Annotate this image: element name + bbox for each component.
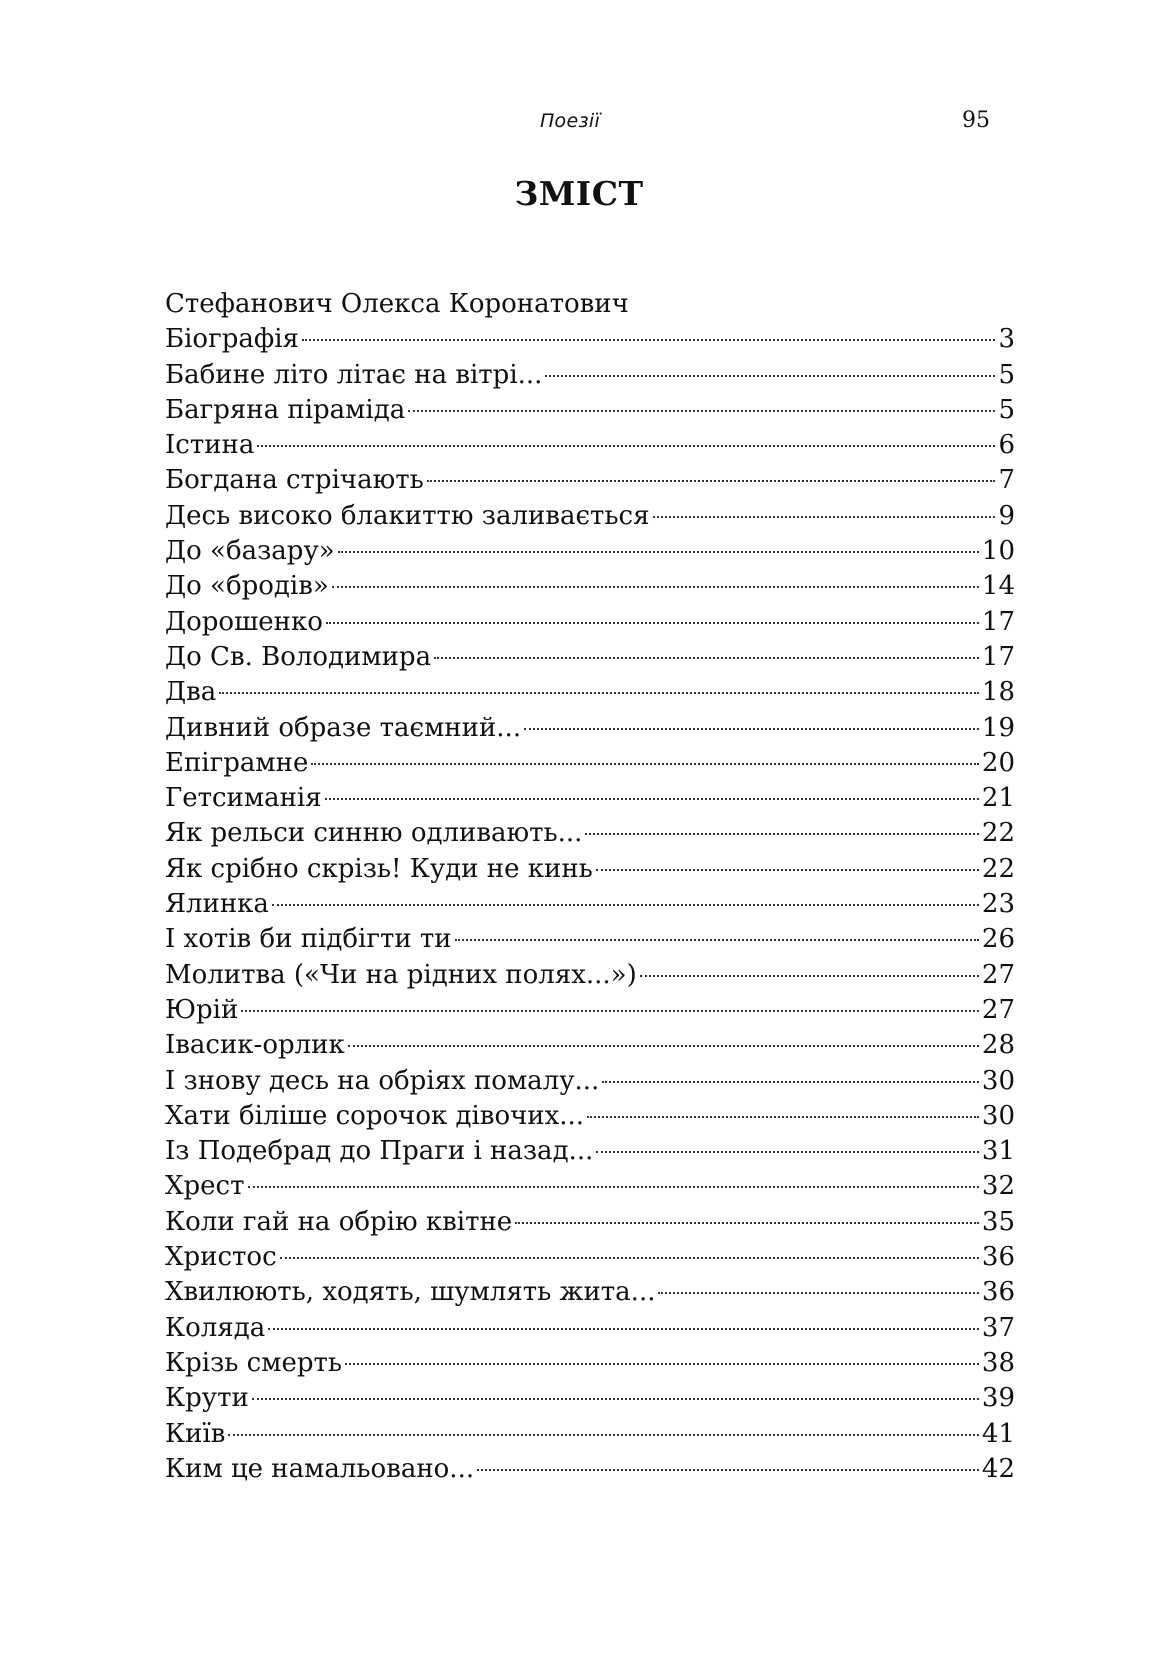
toc-entry <box>165 1381 1015 1416</box>
toc-entries <box>165 322 1015 1487</box>
toc-entry-page: 30 <box>981 1065 1015 1096</box>
toc-entry-page: 35 <box>981 1206 1015 1237</box>
toc-entry-title: Дорошенко <box>165 606 323 637</box>
toc-entry-page: 10 <box>981 536 1015 567</box>
toc-entry-page: 42 <box>981 1453 1015 1484</box>
toc-entry <box>165 711 1015 746</box>
toc-dot-leader <box>596 1151 979 1153</box>
toc-entry <box>165 1240 1015 1275</box>
toc-entry <box>165 393 1015 428</box>
toc-entry <box>165 428 1015 463</box>
toc-entry-page: 7 <box>998 465 1015 496</box>
toc-dot-leader <box>434 657 979 659</box>
toc-dot-leader <box>326 622 979 624</box>
toc-entry-title: Два <box>165 677 217 708</box>
toc-entry-title: І хотів би підбігти ти <box>165 924 452 955</box>
toc-entry-page: 38 <box>981 1347 1015 1378</box>
toc-entry-title: Юрій <box>165 994 239 1025</box>
toc-entry-title: Багряна піраміда <box>165 394 406 425</box>
toc-dot-leader <box>268 1328 979 1330</box>
toc-dot-leader <box>596 869 979 871</box>
toc-entry-title: Як срібно скрізь! Куди не кинь <box>165 853 593 884</box>
toc-entry-page: 28 <box>981 1030 1015 1061</box>
toc-entry-page: 18 <box>981 677 1015 708</box>
toc-entry-title: Коли гай на обрію квітне <box>165 1206 513 1237</box>
toc-entry <box>165 1275 1015 1310</box>
toc-entry-title: Епіграмне <box>165 747 309 778</box>
toc-entry-page: 9 <box>998 500 1015 531</box>
running-head-section: Поезії <box>539 110 601 132</box>
toc-dot-leader <box>640 975 979 977</box>
toc-dot-leader <box>602 1081 979 1083</box>
toc-entry <box>165 640 1015 675</box>
toc-entry-title: Десь високо блакиттю заливається <box>165 500 650 531</box>
toc-entry <box>165 605 1015 640</box>
toc-entry-page: 41 <box>981 1418 1015 1449</box>
toc-entry-page: 21 <box>981 783 1015 814</box>
toc-entry-title: Молитва («Чи на рідних полях...») <box>165 959 637 990</box>
toc-entry-title: Івасик-орлик <box>165 1030 345 1061</box>
toc-entry <box>165 1134 1015 1169</box>
toc-entry <box>165 816 1015 851</box>
table-of-contents <box>165 287 1015 1487</box>
toc-dot-leader <box>455 939 979 941</box>
toc-dot-leader <box>248 1186 979 1188</box>
toc-dot-leader <box>477 1469 979 1471</box>
toc-entry <box>165 322 1015 357</box>
toc-entry-title: Коляда <box>165 1312 266 1343</box>
toc-entry <box>165 1452 1015 1487</box>
toc-entry <box>165 1169 1015 1204</box>
toc-entry <box>165 358 1015 393</box>
toc-dot-leader <box>658 1292 978 1294</box>
toc-entry-title: До Св. Володимира <box>165 641 432 672</box>
contents-heading: ЗМІСТ <box>514 174 644 213</box>
toc-dot-leader <box>219 692 979 694</box>
toc-dot-leader <box>257 445 995 447</box>
toc-entry-title: Бабине літо літає на вітрі... <box>165 359 543 390</box>
toc-entry <box>165 852 1015 887</box>
toc-entry <box>165 1346 1015 1381</box>
toc-entry <box>165 1028 1015 1063</box>
toc-entry-title: Ким це намальовано... <box>165 1453 475 1484</box>
toc-entry <box>165 534 1015 569</box>
toc-dot-leader <box>545 375 995 377</box>
toc-entry <box>165 1099 1015 1134</box>
toc-entry-page: 37 <box>981 1312 1015 1343</box>
toc-entry-page: 19 <box>981 712 1015 743</box>
toc-dot-leader <box>252 1398 979 1400</box>
toc-entry-page: 22 <box>981 853 1015 884</box>
toc-entry <box>165 463 1015 498</box>
toc-dot-leader <box>338 551 979 553</box>
toc-entry <box>165 993 1015 1028</box>
toc-entry <box>165 1064 1015 1099</box>
toc-entry-title: Істина <box>165 430 255 461</box>
toc-entry <box>165 887 1015 922</box>
toc-entry <box>165 1311 1015 1346</box>
toc-entry-title: Як рельси синню одливають... <box>165 818 583 849</box>
toc-entry <box>165 1417 1015 1452</box>
toc-entry <box>165 675 1015 710</box>
toc-entry-title: Гетсиманія <box>165 783 322 814</box>
toc-entry-page: 32 <box>981 1171 1015 1202</box>
toc-dot-leader <box>427 480 996 482</box>
toc-entry-page: 27 <box>981 959 1015 990</box>
toc-entry <box>165 499 1015 534</box>
toc-dot-leader <box>524 728 979 730</box>
toc-entry-title: Христос <box>165 1242 277 1273</box>
toc-entry-page: 14 <box>981 571 1015 602</box>
toc-entry-page: 23 <box>981 889 1015 920</box>
toc-entry-page: 22 <box>981 818 1015 849</box>
toc-entry-page: 27 <box>981 994 1015 1025</box>
toc-entry-title: Богдана стрічають <box>165 465 424 496</box>
toc-dot-leader <box>272 904 979 906</box>
toc-entry-title: Біографія <box>165 324 299 355</box>
running-head <box>0 104 1158 138</box>
toc-dot-leader <box>653 516 996 518</box>
toc-dot-leader <box>585 833 978 835</box>
toc-entry-title: Хвилюють, ходять, шумлять жита... <box>165 1277 656 1308</box>
toc-entry <box>165 922 1015 957</box>
toc-entry <box>165 958 1015 993</box>
toc-entry-page: 31 <box>981 1136 1015 1167</box>
toc-dot-leader <box>311 763 979 765</box>
toc-entry-title: Крізь смерть <box>165 1347 343 1378</box>
toc-entry-page: 30 <box>981 1100 1015 1131</box>
toc-entry-page: 3 <box>998 324 1015 355</box>
toc-author: Стефанович Олекса Коронатович <box>165 289 629 319</box>
toc-entry-title: Із Подебрад до Праги і назад... <box>165 1136 594 1167</box>
toc-entry-title: Київ <box>165 1418 226 1449</box>
page-number: 95 <box>962 108 990 133</box>
toc-entry-page: 26 <box>981 924 1015 955</box>
toc-entry-title: І знову десь на обріях помалу... <box>165 1065 600 1096</box>
toc-entry-page: 17 <box>981 606 1015 637</box>
toc-dot-leader <box>302 339 996 341</box>
toc-dot-leader <box>280 1257 979 1259</box>
toc-entry-page: 20 <box>981 747 1015 778</box>
toc-entry-page: 5 <box>998 359 1015 390</box>
toc-dot-leader <box>325 798 979 800</box>
toc-entry-title: Хати біліше сорочок дівочих... <box>165 1100 585 1131</box>
toc-entry-page: 17 <box>981 641 1015 672</box>
toc-dot-leader <box>228 1434 979 1436</box>
toc-dot-leader <box>345 1363 979 1365</box>
toc-entry-page: 5 <box>998 394 1015 425</box>
toc-entry-title: До «бродів» <box>165 571 329 602</box>
toc-entry-title: Дивний образе таємний... <box>165 712 522 743</box>
toc-dot-leader <box>587 1116 979 1118</box>
toc-entry <box>165 746 1015 781</box>
toc-entry-title: Хрест <box>165 1171 245 1202</box>
toc-entry-page: 6 <box>998 430 1015 461</box>
toc-entry-page: 36 <box>981 1277 1015 1308</box>
toc-entry <box>165 569 1015 604</box>
toc-dot-leader <box>241 1010 979 1012</box>
toc-entry-page: 36 <box>981 1242 1015 1273</box>
toc-entry-title: Ялинка <box>165 889 269 920</box>
toc-dot-leader <box>408 410 995 412</box>
toc-entry-title: Крути <box>165 1383 249 1414</box>
toc-entry <box>165 1205 1015 1240</box>
toc-dot-leader <box>515 1222 979 1224</box>
toc-dot-leader <box>332 586 979 588</box>
toc-dot-leader <box>348 1045 979 1047</box>
toc-entry <box>165 781 1015 816</box>
toc-entry-title: До «базару» <box>165 536 335 567</box>
toc-entry-page: 39 <box>981 1383 1015 1414</box>
